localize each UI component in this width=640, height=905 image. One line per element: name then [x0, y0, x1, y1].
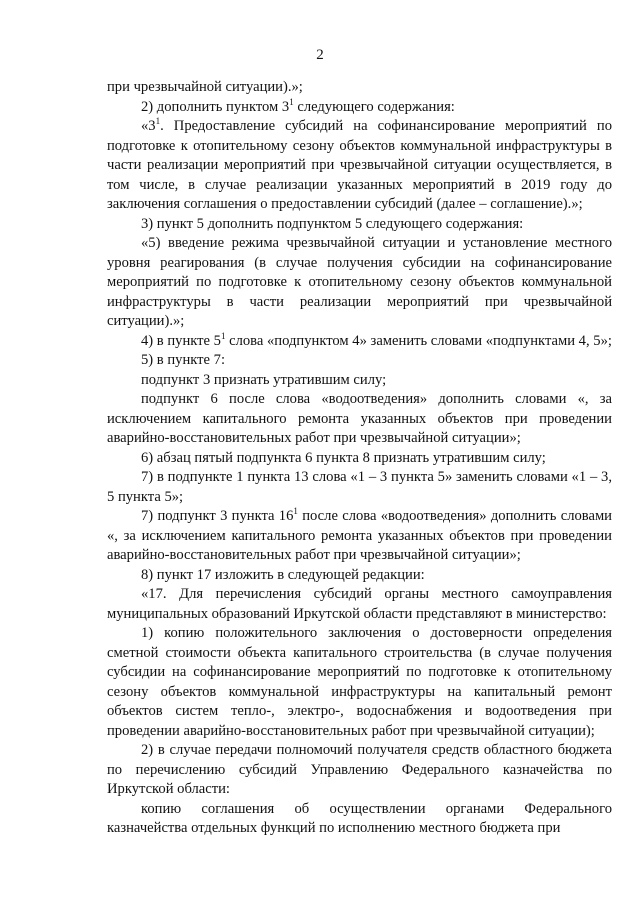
- paragraph: «17. Для перечисления субсидий органы местного самоуправления муниципальных образований Иркутской области представляют в министерство:: [107, 586, 612, 622]
- paragraph: «$3^1$. Предоставление субсидий на софинансирование мероприятий по подготовке к отопительному сезону объектов коммунальной инфраструктуры в части реализации мероприятий при чрезвычайной ситуации осуществляется, в том числе, в случае реализации указанных мероприятий в 2019 году до заключения соглашения о предоставлении субсидий (далее – соглашение).»;: [107, 116, 612, 212]
- paragraph: подпункт 6 после слова «водоотведения» дополнить словами «, за исключением капитального ремонта указанных объектов при проведении аварийно-восстановительных работ при чрезвычайной ситуации»;: [107, 391, 612, 446]
- paragraph: 7) подпункт 3 пункта $16^1$ после слова «водоотведения» дополнить словами «, за исключением капитального ремонта указанных объектов при проведении аварийно-восстановительных работ при чрезвычайной ситуации»;: [107, 506, 612, 563]
- paragraph: подпункт 3 признать утратившим силу;: [141, 371, 387, 388]
- paragraph: 5) в пункте 7:: [141, 352, 226, 368]
- paragraph: 2) в случае передачи полномочий получателя средств областного бюджета по перечислению субсидий Управлению Федерального казначейства по Иркутской области:: [107, 742, 612, 797]
- paragraph: копию соглашения об осуществлении органами Федерального казначейства отдельных функций по исполнению местного бюджета при: [107, 800, 612, 836]
- paragraph: 1) копию положительного заключения о достоверности определения сметной стоимости объекта капитального строительства (в случае получения субсидии на софинансирование мероприятий по подготовке к отопительному сезону объектов коммунальной инфраструктуры на капитальный ремонт объектов систем тепло-, электро-, водоснабжения и водоотведения при проведении аварийно-восстановительных работ при чрезвычайной ситуации);: [107, 625, 612, 739]
- paragraph: при чрезвычайной ситуации).»;: [107, 79, 303, 95]
- paragraph: 6) абзац пятый подпункта 6 пункта 8 признать утратившим силу;: [141, 449, 546, 466]
- paragraph: 4) в пункте $5^1$ слова «подпунктом 4» заменить словами «подпунктами 4, 5»;: [141, 330, 612, 349]
- paragraph: «5) введение режима чрезвычайной ситуации и установление местного уровня реагирования (в случае получения субсидии на софинансирование мероприятий по подготовке к отопительному сезону объектов коммунальной инфраструктуры в части реализации мероприятий при чрезвычайной ситуации).»;: [107, 235, 612, 329]
- paragraph: 8) пункт 17 изложить в следующей редакции:: [141, 566, 425, 583]
- page-number: 2: [316, 47, 324, 63]
- paragraph: 7) в подпункте 1 пункта 13 слова «1 – 3 пункта 5» заменить словами «1 – 3, 5 пункта 5»;: [107, 469, 612, 505]
- document-body: [107, 78, 612, 839]
- paragraph: 3) пункт 5 дополнить подпунктом 5 следующего содержания:: [141, 215, 524, 232]
- paragraph: 2) дополнить пунктом $3^1$ следующего содержания:: [141, 96, 455, 115]
